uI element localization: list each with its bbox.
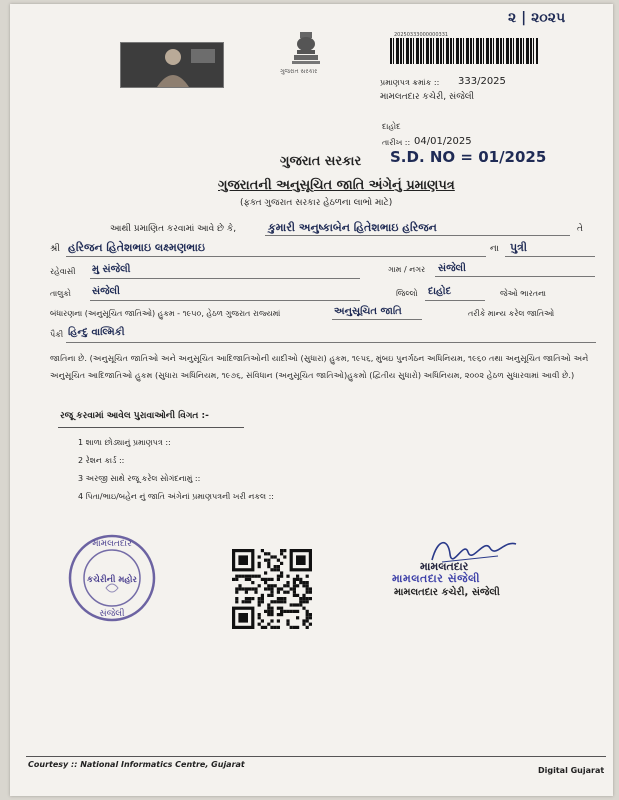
certificate-page: [10, 4, 613, 796]
taluka-label: તાલુકો: [50, 289, 71, 298]
taluka-value: સંજેલી: [92, 286, 120, 297]
village-value: સંજેલી: [438, 263, 466, 274]
applicant-photo: [120, 42, 224, 88]
barcode-number: 20250333000000331: [394, 32, 449, 38]
footer-digital-gujarat: Digital Gujarat: [538, 766, 605, 775]
relation-value: પુત્રી: [510, 241, 528, 254]
seal-ring-bottom: સંજેલી: [99, 609, 125, 619]
cert-number-label: પ્રમાણપત્ર ક્રમાંક ::: [380, 78, 440, 87]
place-label: દાહોદ: [382, 122, 401, 131]
body-paragraph: જાતિના છે. (અનુસૂચિત જાતિઓ અને અનુસૂચિત આદિજાતિઓની યાદીઓ (સુધારા) હુકમ, ૧૯૫૬, મુંબઇ પુનર્ગઠન અધિનિયમ, ૧૯૬૦ તથા અનુસૂચિત જાતિઓ અને અનુસૂચિત આદિજાતિઓ હુકમ (સુધારા અધિનિયમ, ૧૯૭૬, સંવિધાન (અનુસૂચિત જાતિઓ)હુકમો (દ્વિતીય સુધારો) અધિનિયમ, ૨૦૦૨ હેઠળ સુધારવામાં આવી છે.): [50, 353, 589, 380]
caste-label: પૈકી: [50, 330, 64, 339]
signatory-stamp-office: મામલતદાર સંજેલી: [392, 572, 480, 585]
resident-value: મુ સંજેલી: [92, 264, 131, 275]
evidence-item: 2 રેશન કાર્ડ ::: [78, 456, 125, 465]
village-label: ગામ / નગર: [388, 265, 426, 274]
signatory-title: મામલતદાર: [420, 560, 469, 573]
order-text: બંધારણના (અનુસૂચિત જાતિઓ) હુકમ - ૧૯૫૦, હેઠળ ગુજરાત રાજ્યમાં: [50, 309, 281, 318]
signatory-printed-office: મામલતદાર કચેરી, સંજેલી: [394, 587, 500, 598]
cert-number-value: 333/2025: [458, 76, 506, 87]
state-label: જેઓ ભારતના: [500, 289, 547, 298]
evidence-item: 1 શાળા છોડ્યાનું પ્રમાણપત્ર ::: [78, 438, 171, 447]
evidence-item: 3 અરજી સાથે રજૂ કરેલ સોગંદનામું ::: [78, 474, 201, 483]
govt-title: ગુજરાત સરકાર: [280, 154, 362, 169]
date-label: તારીખ ::: [382, 138, 411, 147]
resident-label: રહેવાસી: [50, 267, 76, 276]
office-header: મામલતદાર કચેરી, સંજેલી: [380, 92, 475, 102]
footer-courtesy: Courtesy :: National Informatics Centre, Gujarat: [28, 760, 245, 769]
relation-label: ના: [490, 244, 499, 254]
emblem-caption: ગુજરાત સરકાર: [280, 68, 318, 75]
district-label: જિલ્લો: [396, 289, 418, 298]
recognized-text: તરીકે માન્ય કરેલ જાતિઓ: [468, 309, 555, 318]
intro-text: આથી પ્રમાણિત કરવામાં આવે છે કે,: [110, 224, 237, 234]
office-seal: [66, 532, 158, 624]
evidence-heading: રજૂ કરવામાં આવેલ પુરાવાઓની વિગત :-: [60, 411, 209, 421]
serial-handwritten: S.D. NO = 01/2025: [390, 148, 547, 166]
certificate-subtitle: (ફક્ત ગુજરાત સરકાર હેઠળના લાભો માટે): [240, 198, 393, 208]
qr-code: [232, 549, 312, 629]
seal-center-text: કચેરીની મહોર: [87, 575, 137, 585]
evidence-item: 4 પિતા/ભાઇ/બહેન નું જાતિ અંગેનાં પ્રમાણપત્રની ખરી નકલ ::: [78, 492, 275, 501]
seal-ring-top: મામલતદાર: [92, 539, 132, 549]
father-name: હરિજન હિતેશભાઇ લક્ષ્મણભાઇ: [68, 241, 205, 254]
government-emblem: [286, 28, 326, 68]
barcode: [390, 38, 538, 64]
caste-category: અનુસૂચિત જાતિ: [334, 306, 402, 317]
name-suffix: તે: [577, 224, 583, 234]
applicant-name: કુમારી અનુષ્કાબેન હિતેશભાઇ હરિજન: [268, 221, 437, 234]
caste-value: હિન્દુ વાલ્મિકી: [68, 327, 125, 338]
date-value: 04/01/2025: [414, 136, 472, 147]
top-right-handwritten-note: ૨ | ૨૦૨૫: [508, 10, 566, 26]
certificate-title: ગુજરાતની અનુસૂચિત જાતિ અંગેનું પ્રમાણપત્ર: [218, 178, 455, 193]
shri-label: શ્રી: [50, 244, 60, 254]
district-value: દાહોદ: [428, 286, 452, 297]
